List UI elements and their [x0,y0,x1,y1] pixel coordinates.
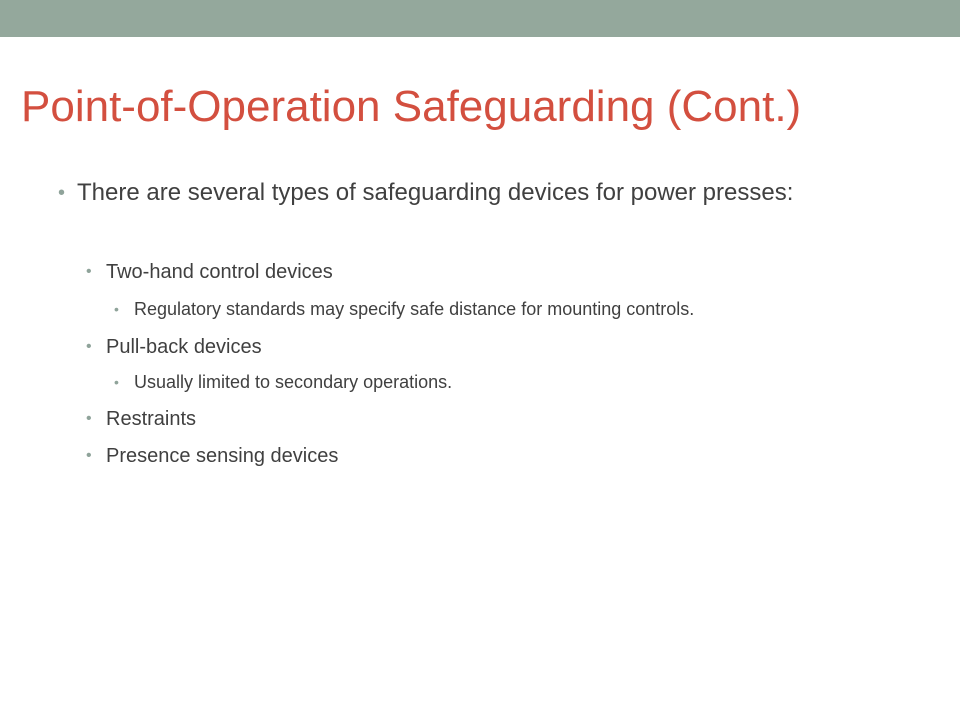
bullet-text: Pull-back devices [106,336,262,358]
bullet-dot-icon: • [86,263,92,280]
bullet-item-level2 [86,332,846,362]
slide-title: Point-of-Operation Safeguarding (Cont.) [21,82,802,131]
bullet-item-level3 [114,369,914,395]
bullet-text: Regulatory standards may specify safe distance for mounting controls. [134,299,695,319]
bullet-dot-icon: • [86,447,92,464]
bullet-item-level3 [114,296,914,322]
bullet-text: Restraints [106,408,197,430]
bullet-item-level2 [86,441,846,471]
bullet-dot-icon: • [86,338,92,355]
bullet-text: Usually limited to secondary operations. [134,372,453,392]
bullet-dot-icon: • [86,410,92,427]
bullet-text: Presence sensing devices [106,445,339,467]
bullet-item-level2 [86,257,846,287]
bullet-dot-icon: • [58,182,66,204]
bullet-dot-icon: • [114,374,119,390]
bullet-dot-icon: • [114,301,119,317]
bullet-item-level2 [86,404,846,434]
bullet-item-level1 [58,175,838,211]
bullet-text: Two-hand control devices [106,261,333,283]
bullet-text: There are several types of safeguarding devices for power presses: [77,179,794,206]
